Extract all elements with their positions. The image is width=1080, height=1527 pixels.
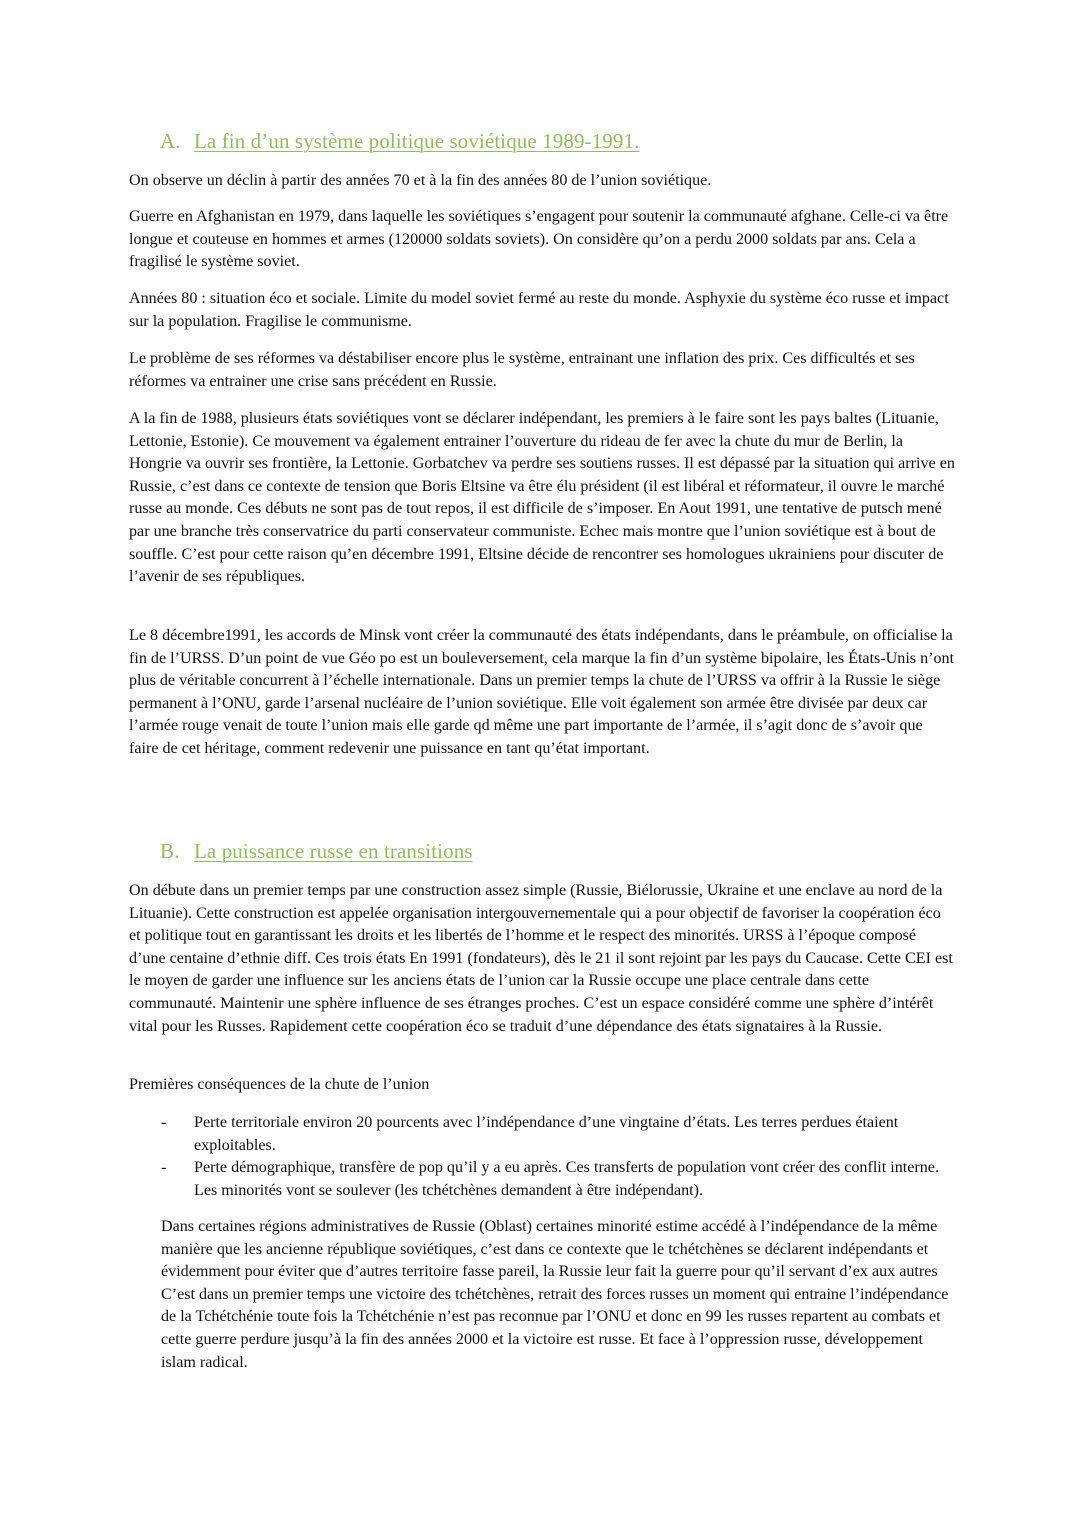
section-b-heading [160,839,473,864]
list-bullet-dash: - [161,1114,167,1131]
section-b-letter: B. [160,839,180,863]
paragraph-reformes: Le problème de ses réformes va déstabiliser encore plus le système, entrainant une inflation des prix. Ces difficultés et ses réformes va entrainer une crise sans précédent en Russie. [129,350,915,390]
paragraph-accords-minsk: Le 8 décembre1991, les accords de Minsk vont créer la communauté des états indépendants, dans le préambule, on officialise la fin de l’URSS. D’un point de vue Géo po est un bouleversement, cela marque la fin d’un système bipolaire, les États-Unis n’ont plus de véritable concurrent à l’échelle internationale. Dans un premier temps la chute de l’URSS va offrir à la Russie le siège permanent à l’ONU, garde l’arsenal nucléaire de l’union soviétique. Elle voit également son armée être divisée par deux car l’armée rouge venait de toute l’union mais elle garde qd même une part importante de l’armée, il s’agit donc de s’avoir que faire de cet héritage, comment redevenir une puissance en tant qu’état important. [129,627,955,757]
section-a-title: La fin d’un système politique soviétique 1989-1991. [194,129,640,153]
section-a-letter: A. [160,129,181,153]
list-bullet-dash: - [161,1159,167,1177]
paragraph-tchetchenie: Dans certaines régions administratives de Russie (Oblast) certaines minorité estime accédé à l’indépendance de la même manière que les ancienne république soviétiques, c’est dans ce contexte que le tchétchènes se déclarent indépendants et évidemment pour éviter que d’autres territoire fasse pareil, la Russie leur fait la guerre pour qu’il servant d’ex aux autres C’est dans un premier temps une victoire des tchétchènes, retrait des forces russes un moment qui entraine l’indépendance de la Tchétchénie toute fois la Tchétchénie n’est pas reconnue par l’ONU et donc en 99 les russes repartent au combats et cette guerre perdure jusqu’à la fin des années 2000 et la victoire est russe. Et face à l’oppression russe, développement islam radical. [161,1218,949,1371]
list-item [129,1157,955,1202]
paragraph-fin-1988: A la fin de 1988, plusieurs états soviétiques vont se déclarer indépendant, les premiers à le faire sont les pays baltes (Lituanie, Lettonie, Estonie). Ce mouvement va également entrainer l’ouverture du rideau de fer avec la chute du mur de Berlin, la Hongrie va ouvrir ses frontière, la Lettonie. Gorbatchev va perdre ses soutiens russes. Il est dépassé par la situation qui arrive en Russie, c’est dans ce contexte de tension que Boris Eltsine va être élu président (il est libéral et réformateur, il ouvre le marché russe au monde. Ces débuts ne sont pas de tout repos, il est difficile de s’imposer. En Aout 1991, une tentative de putsch mené par une branche très conservatrice du parti conservateur communiste. Echec mais montre que l’union soviétique est à bout de souffle. C’est pour cette raison qu’en décembre 1991, Eltsine décide de rencontrer ses homologues ukrainiens pour discuter de l’avenir de ses républiques. [129,410,955,586]
section-a-heading [160,129,639,154]
paragraph-construction-cei: On débute dans un premier temps par une construction assez simple (Russie, Biélorussie, Ukraine et une enclave au nord de la Lituanie). Cette construction est appelée organisation intergouvernementale qui a pour objectif de favoriser la coopération éco et politique tout en garantissant les droits et les libertés de l’homme et le respect des minorités. URSS à l’époque composé d’une centaine d’ethnie diff. Ces trois états En 1991 (fondateurs), dès le 21 il sont rejoint par les pays du Caucase. Cette CEI est le moyen de garder une influence sur les anciens états de l’union car la Russie occupe une place centrale dans cette communauté. Maintenir une sphère influence de ses étranges proches. C’est un espace considéré comme une sphère d’intérêt vital pour les Russes. Rapidement cette coopération éco se traduit d’une dépendance des états signataires à la Russie. [129,882,953,1035]
paragraph-afghanistan: Guerre en Afghanistan en 1979, dans laquelle les soviétiques s’engagent pour soutenir la communauté afghane. Celle-ci va être longue et couteuse en hommes et armes (120000 soldats soviets). On considère qu’on a perdu 2000 soldats par ans. Cela a fragilisé le système soviet. [129,208,949,271]
consequences-list [129,1112,955,1202]
section-b-title: La puissance russe en transitions [194,839,473,863]
paragraph-premieres-consequences: Premières conséquences de la chute de l’union [129,1076,430,1093]
paragraph-annees-80: Années 80 : situation éco et sociale. Limite du model soviet fermé au reste du monde. Asphyxie du système éco russe et impact sur la population. Fragilise le communisme. [129,290,949,330]
list-item-text: Perte territoriale environ 20 pourcents avec l’indépendance d’une vingtaine d’états. Les terres perdues étaient exploitables. [194,1114,899,1154]
paragraph-decline: On observe un déclin à partir des années 70 et à la fin des années 80 de l’union soviétique. [129,172,712,189]
list-item [129,1112,955,1157]
list-item-text: Perte démographique, transfère de pop qu’il y a eu après. Ces transferts de population vont créer des conflit interne. Les minorités vont se soulever (les tchétchènes demandent à être indépendant). [194,1159,939,1199]
